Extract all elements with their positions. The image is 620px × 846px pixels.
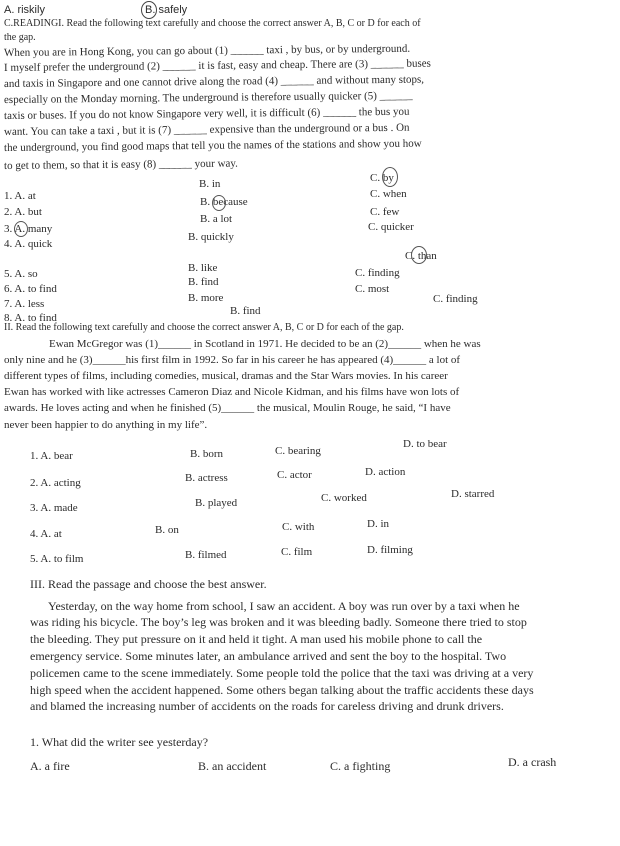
top-option-a: A. riskily	[4, 4, 45, 16]
section-c-heading-cont: the gap.	[4, 32, 36, 43]
c-q3-option-b: B. a lot	[200, 213, 233, 225]
ii-q1-option-c: C. bearing	[275, 445, 321, 457]
section-iii-passage-line: and blamed the increasing number of accidents on the roads for careless driving and drunk drivers.	[30, 699, 504, 713]
c-q2-option-a: 2. A. but	[4, 206, 42, 218]
c-q8-option-c: C. finding	[433, 293, 478, 305]
section-ii-passage-line: Ewan McGregor was (1)______ in Scotland in 1971. He decided to be an (2)______ when he was	[49, 338, 481, 350]
section-c-passage-line: taxis or buses. If you do not know Singapore very well, it is difficult (6) ______ the bus you	[3, 105, 410, 122]
section-c-heading: C.READINGI. Read the following text carefully and choose the correct answer A, B, C or D for each of	[4, 18, 421, 29]
ii-q1-option-b: B. born	[190, 448, 223, 460]
iii-q1-option-a: A. a fire	[30, 759, 70, 773]
section-iii-passage-line: emergency service. Some minutes later, an ambulance arrived and sent the boy to the hospital. Two	[30, 649, 507, 663]
iii-q1-option-d: D. a crash	[508, 755, 557, 769]
section-c-passage-line: When you are in Hong Kong, you can go about (1) ______ taxi , by bus, or by underground.	[3, 42, 411, 59]
c-q7-option-c: C. most	[355, 283, 390, 295]
c-q5-option-b: B. like	[188, 262, 218, 274]
ii-q5-option-a: 5. A. to film	[30, 553, 84, 565]
section-c-passage-line: the underground, you find good maps that tell you the names of the stations and show you how	[3, 137, 422, 154]
c-q4-option-c: C. quicker	[368, 221, 414, 233]
section-c-passage-line: want. You can take a taxi , but it is (7) ______ expensive than the underground or a bus . On	[3, 121, 410, 138]
c-q1-option-c: C. by	[370, 172, 394, 184]
ii-q3-option-b: B. played	[195, 497, 238, 509]
ii-q5-option-c: C. film	[281, 546, 313, 558]
section-iii-passage-line: the bleeding. They put pressure on it and held it tight. A man used his mobile phone to call the	[30, 632, 483, 646]
answer-circle-mark	[14, 221, 28, 237]
c-q5-option-a: 5. A. so	[4, 268, 38, 280]
answer-circle-mark	[141, 1, 157, 19]
section-ii-passage-line: never been happier to do anything in my life”.	[4, 419, 208, 431]
ii-q1-option-d: D. to bear	[403, 438, 447, 450]
c-q8-option-b: B. find	[230, 305, 261, 317]
section-ii-heading: II. Read the following text carefully and choose the correct answer A, B, C or D for each of the gap.	[4, 322, 404, 333]
section-c-passage-line: and taxis in Singapore and one cannot drive along the road (4) ______ and without many stops,	[3, 73, 425, 90]
answer-circle-mark	[382, 167, 398, 187]
section-iii-passage-line: policemen came to the scene immediately. Some people told the police that the taxi was driving at a very	[30, 666, 534, 680]
ii-q4-option-b: B. on	[155, 524, 179, 536]
ii-q2-option-c: C. actor	[277, 469, 312, 481]
section-iii-passage-line: Yesterday, on the way home from school, I saw an accident. A boy was run over by a taxi when he	[48, 599, 520, 613]
ii-q1-option-a: 1. A. bear	[30, 450, 73, 462]
section-ii-passage-line: only nine and he (3)______his first film in 1992. So far in his career he has appeared (4)______ a lot of	[4, 354, 461, 366]
c-q6-option-a: 6. A. to find	[4, 283, 57, 295]
iii-q1-option-b: B. an accident	[198, 759, 267, 773]
iii-q1-option-c: C. a fighting	[330, 759, 391, 773]
c-q2-option-c: C. when	[370, 188, 407, 200]
ii-q3-option-c: C. worked	[321, 492, 367, 504]
c-q7-option-a: 7. A. less	[4, 298, 45, 310]
ii-q5-option-d: D. filming	[367, 544, 413, 556]
ii-q5-option-b: B. filmed	[185, 549, 227, 561]
section-ii-passage-line: awards. He loves acting and when he finished (5)______ the musical, Moulin Rouge, he said, “I have	[4, 402, 451, 414]
ii-q2-option-d: D. action	[365, 466, 406, 478]
c-q6-option-c: C. finding	[355, 267, 400, 279]
c-q3-option-a: 3. A. many	[4, 223, 53, 235]
section-iii-passage-line: high speed when the accident happened. Some others began talking about the traffic accidents these days	[30, 683, 534, 697]
c-q8-option-a: 8. A. to find	[4, 312, 57, 324]
c-q1-option-a: 1. A. at	[4, 190, 36, 202]
c-q2-option-b: B. because	[200, 196, 248, 208]
section-iii-passage-line: was riding his bicycle. The boy’s leg was broken and it was bleeding badly. Someone there tried to stop	[30, 615, 527, 629]
c-q5-option-c: C. than	[405, 250, 437, 262]
c-q3-option-c: C. few	[370, 206, 400, 218]
section-c-passage-line: especially on the Monday morning. The underground is therefore usually quicker (5) ______	[3, 89, 413, 106]
section-ii-passage-line: different types of films, including comedies, musical, dramas and the Star Wars movies. In his career	[4, 370, 448, 382]
ii-q2-option-a: 2. A. acting	[30, 477, 81, 489]
section-iii-question: 1. What did the writer see yesterday?	[30, 735, 209, 749]
ii-q4-option-a: 4. A. at	[30, 528, 62, 540]
answer-circle-mark	[212, 195, 226, 211]
section-c-passage-line: to get to them, so that it is easy (8) ______ your way.	[3, 157, 238, 172]
ii-q3-option-a: 3. A. made	[30, 502, 78, 514]
ii-q3-option-d: D. starred	[451, 488, 495, 500]
c-q4-option-a: 4. A. quick	[4, 238, 53, 250]
section-iii-heading: III. Read the passage and choose the best answer.	[30, 577, 267, 591]
c-q4-option-b: B. quickly	[188, 231, 234, 243]
answer-circle-mark	[411, 246, 427, 264]
top-option-b: B. safely	[145, 4, 188, 16]
section-ii-passage-line: Ewan has worked with like actresses Cameron Diaz and Nicole Kidman, and his films have won lots of	[4, 386, 460, 398]
c-q6-option-b: B. find	[188, 276, 219, 288]
ii-q2-option-b: B. actress	[185, 472, 228, 484]
ii-q4-option-d: D. in	[367, 518, 389, 530]
ii-q4-option-c: C. with	[282, 521, 315, 533]
c-q1-option-b: B. in	[199, 178, 221, 190]
section-c-passage-line: I myself prefer the underground (2) ______ it is fast, easy and cheap. There are (3) ______ buses	[3, 57, 431, 74]
c-q7-option-b: B. more	[188, 292, 224, 304]
